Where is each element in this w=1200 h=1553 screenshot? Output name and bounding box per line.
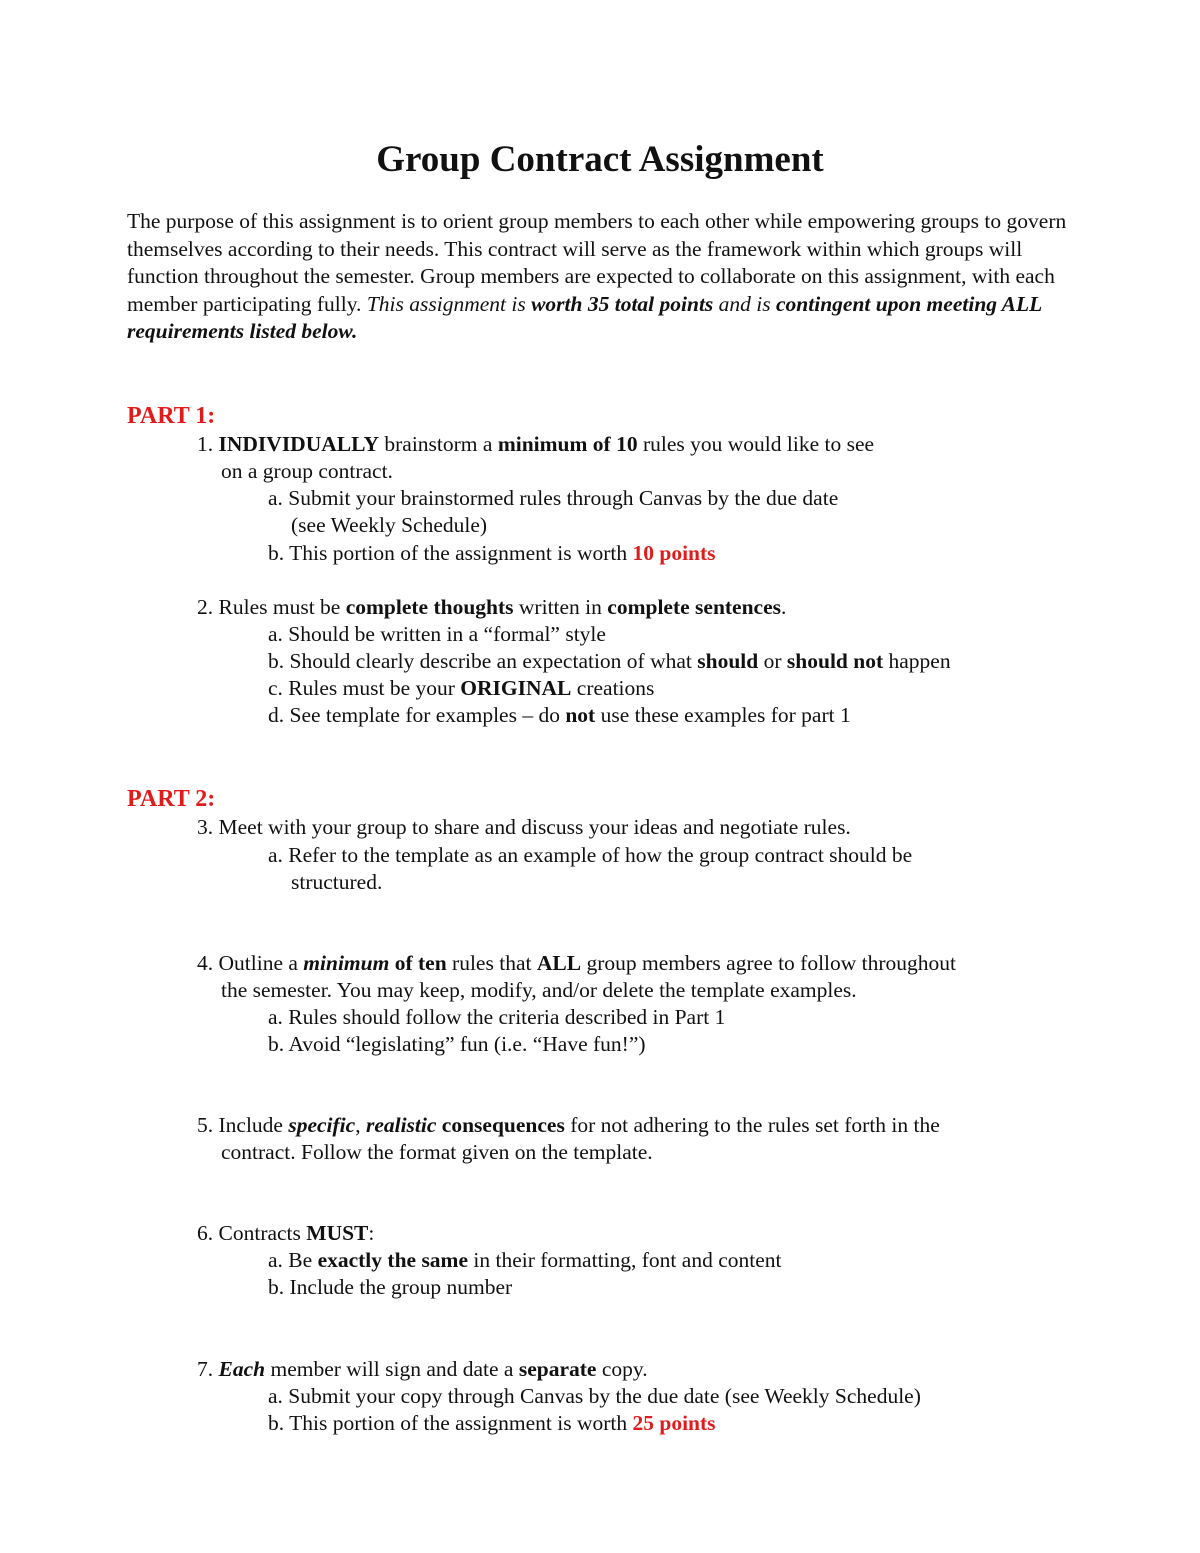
sub-item-text: Should be written in a “formal” style — [288, 622, 606, 646]
item5-text-bold-italic-4: realistic — [365, 1113, 437, 1137]
sub-item-text: Include the group number — [289, 1275, 513, 1299]
sub-item-text: This portion of the assignment is worth — [289, 541, 633, 565]
list-number: 5. — [197, 1113, 214, 1137]
intro-emphasis-4: contingent upon meeting ALL requirements listed below. — [127, 291, 1042, 343]
list-number: 7. — [197, 1357, 214, 1381]
list-item-3 — [197, 813, 851, 841]
sub-item-bold: exactly the same — [317, 1248, 469, 1272]
item4-text-bold-3: of ten — [389, 951, 447, 975]
sub-item-text: Submit your brainstormed rules through Canvas by the due date — [288, 486, 839, 510]
sub-item-label: b. — [268, 1411, 285, 1435]
item5-text-3: , — [355, 1113, 366, 1137]
item5-text-1: Include — [218, 1113, 289, 1137]
sub-item-text: This portion of the assignment is worth — [289, 1411, 633, 1435]
sub-item-bold: should — [697, 649, 759, 673]
item7-text-2: member will sign and date a — [265, 1357, 519, 1381]
sub-item-2b — [268, 647, 951, 675]
sub-item-7b — [268, 1409, 716, 1437]
sub-item-text: use these examples for part 1 — [595, 703, 851, 727]
list-number: 3. — [197, 815, 214, 839]
sub-item-text: Should clearly describe an expectation of what — [289, 649, 698, 673]
item7-text-bold-italic-1: Each — [218, 1357, 266, 1381]
item2-text-bold-4: complete sentences — [607, 595, 782, 619]
item1-text-4: rules you would like to see — [637, 432, 875, 456]
sub-item-text: Rules should follow the criteria described in Part 1 — [288, 1005, 726, 1029]
sub-item-text: happen — [883, 649, 951, 673]
sub-item-label: b. — [268, 1275, 285, 1299]
sub-item-bold: ORIGINAL — [460, 676, 572, 700]
sub-item-1a — [268, 484, 838, 512]
sub-item-2d — [268, 701, 851, 729]
list-item-2 — [197, 593, 786, 621]
list-number: 2. — [197, 595, 214, 619]
item5-text-bold-italic-2: specific — [288, 1113, 356, 1137]
sub-item-text: Avoid “legislating” fun (i.e. “Have fun!”) — [288, 1032, 646, 1056]
sub-item-6a — [268, 1246, 781, 1274]
sub-item-label: a. — [268, 1005, 283, 1029]
intro-emphasis-3: and is — [713, 291, 777, 316]
sub-item-text: creations — [571, 676, 655, 700]
sub-item-text: or — [758, 649, 787, 673]
sub-item-2a — [268, 620, 606, 648]
list-number: 6. — [197, 1221, 214, 1245]
item1-text-bold-3: minimum of 10 — [497, 432, 638, 456]
page-title: Group Contract Assignment — [376, 139, 824, 180]
points-badge-10: 10 points — [632, 541, 716, 565]
item4-text-bold-italic-2: minimum — [303, 951, 390, 975]
sub-item-label: d. — [268, 703, 285, 727]
list-number: 1. — [197, 432, 214, 456]
sub-item-3a-continuation: structured. — [291, 870, 383, 894]
sub-item-6b — [268, 1273, 512, 1301]
sub-item-4a — [268, 1003, 725, 1031]
item5-continuation: contract. Follow the format given on the template. — [221, 1140, 653, 1164]
intro-emphasis-1: This assignment is — [366, 291, 532, 316]
part1-heading: PART 1: — [127, 403, 216, 429]
item4-text-6: group members agree to follow throughout — [581, 951, 957, 975]
item1-text-2: brainstorm a — [379, 432, 498, 456]
item6-text-1: Contracts — [218, 1221, 307, 1245]
sub-item-label: b. — [268, 1032, 285, 1056]
item4-text-4: rules that — [446, 951, 537, 975]
item2-text-bold-2: complete thoughts — [345, 595, 514, 619]
sub-item-1a-continuation: (see Weekly Schedule) — [291, 513, 488, 537]
sub-item-label: a. — [268, 843, 283, 867]
part2-heading: PART 2: — [127, 786, 216, 812]
item1-continuation: on a group contract. — [221, 459, 393, 483]
sub-item-text: See template for examples – do — [289, 703, 566, 727]
sub-item-7a — [268, 1382, 921, 1410]
sub-item-text: in their formatting, font and content — [468, 1248, 782, 1272]
intro-emphasis-2: worth 35 total points — [531, 291, 714, 316]
sub-item-label: b. — [268, 541, 285, 565]
sub-item-label: a. — [268, 622, 283, 646]
item3-text: Meet with your group to share and discuss your ideas and negotiate rules. — [218, 815, 851, 839]
list-item-1 — [197, 430, 874, 458]
list-item-5 — [197, 1111, 940, 1139]
sub-item-4b — [268, 1030, 646, 1058]
item7-text-4: copy. — [596, 1357, 648, 1381]
sub-item-label: a. — [268, 1384, 283, 1408]
intro-paragraph — [127, 208, 1077, 346]
item5-text-bold-5: consequences — [436, 1113, 565, 1137]
item4-text-bold-5: ALL — [536, 951, 582, 975]
sub-item-bold: not — [565, 703, 596, 727]
sub-item-text: Submit your copy through Canvas by the due date (see Weekly Schedule) — [288, 1384, 921, 1408]
item1-text-bold-1: INDIVIDUALLY — [218, 432, 379, 456]
item6-text-bold-2: MUST — [306, 1221, 369, 1245]
sub-item-label: a. — [268, 1248, 283, 1272]
sub-item-label: b. — [268, 649, 285, 673]
list-item-7 — [197, 1355, 648, 1383]
item6-text-3: : — [368, 1221, 375, 1245]
item2-text-1: Rules must be — [218, 595, 346, 619]
list-item-4 — [197, 949, 956, 977]
sub-item-label: a. — [268, 486, 283, 510]
item2-text-3: written in — [513, 595, 608, 619]
item4-continuation: the semester. You may keep, modify, and/or delete the template examples. — [221, 978, 857, 1002]
sub-item-bold: should not — [786, 649, 884, 673]
sub-item-3a — [268, 841, 912, 869]
item4-text-1: Outline a — [218, 951, 304, 975]
item2-text-5: . — [781, 595, 787, 619]
sub-item-text: Be — [288, 1248, 318, 1272]
list-item-6 — [197, 1219, 374, 1247]
intro-text: The purpose of this assignment is to orient group members to each other while empowering groups to govern themselves according to their needs. This contract will serve as the framework within which groups will function throughout the semester. Group members are expected to collaborate on this assignment, with each member participating fully. — [127, 209, 1067, 316]
points-badge-25: 25 points — [632, 1411, 716, 1435]
sub-item-text: Rules must be your — [288, 676, 461, 700]
list-number: 4. — [197, 951, 214, 975]
item7-text-bold-3: separate — [518, 1357, 597, 1381]
sub-item-2c — [268, 674, 654, 702]
item5-text-6: for not adhering to the rules set forth in the — [564, 1113, 940, 1137]
sub-item-label: c. — [268, 676, 283, 700]
sub-item-text: Refer to the template as an example of how the group contract should be — [288, 843, 913, 867]
sub-item-1b — [268, 539, 716, 567]
